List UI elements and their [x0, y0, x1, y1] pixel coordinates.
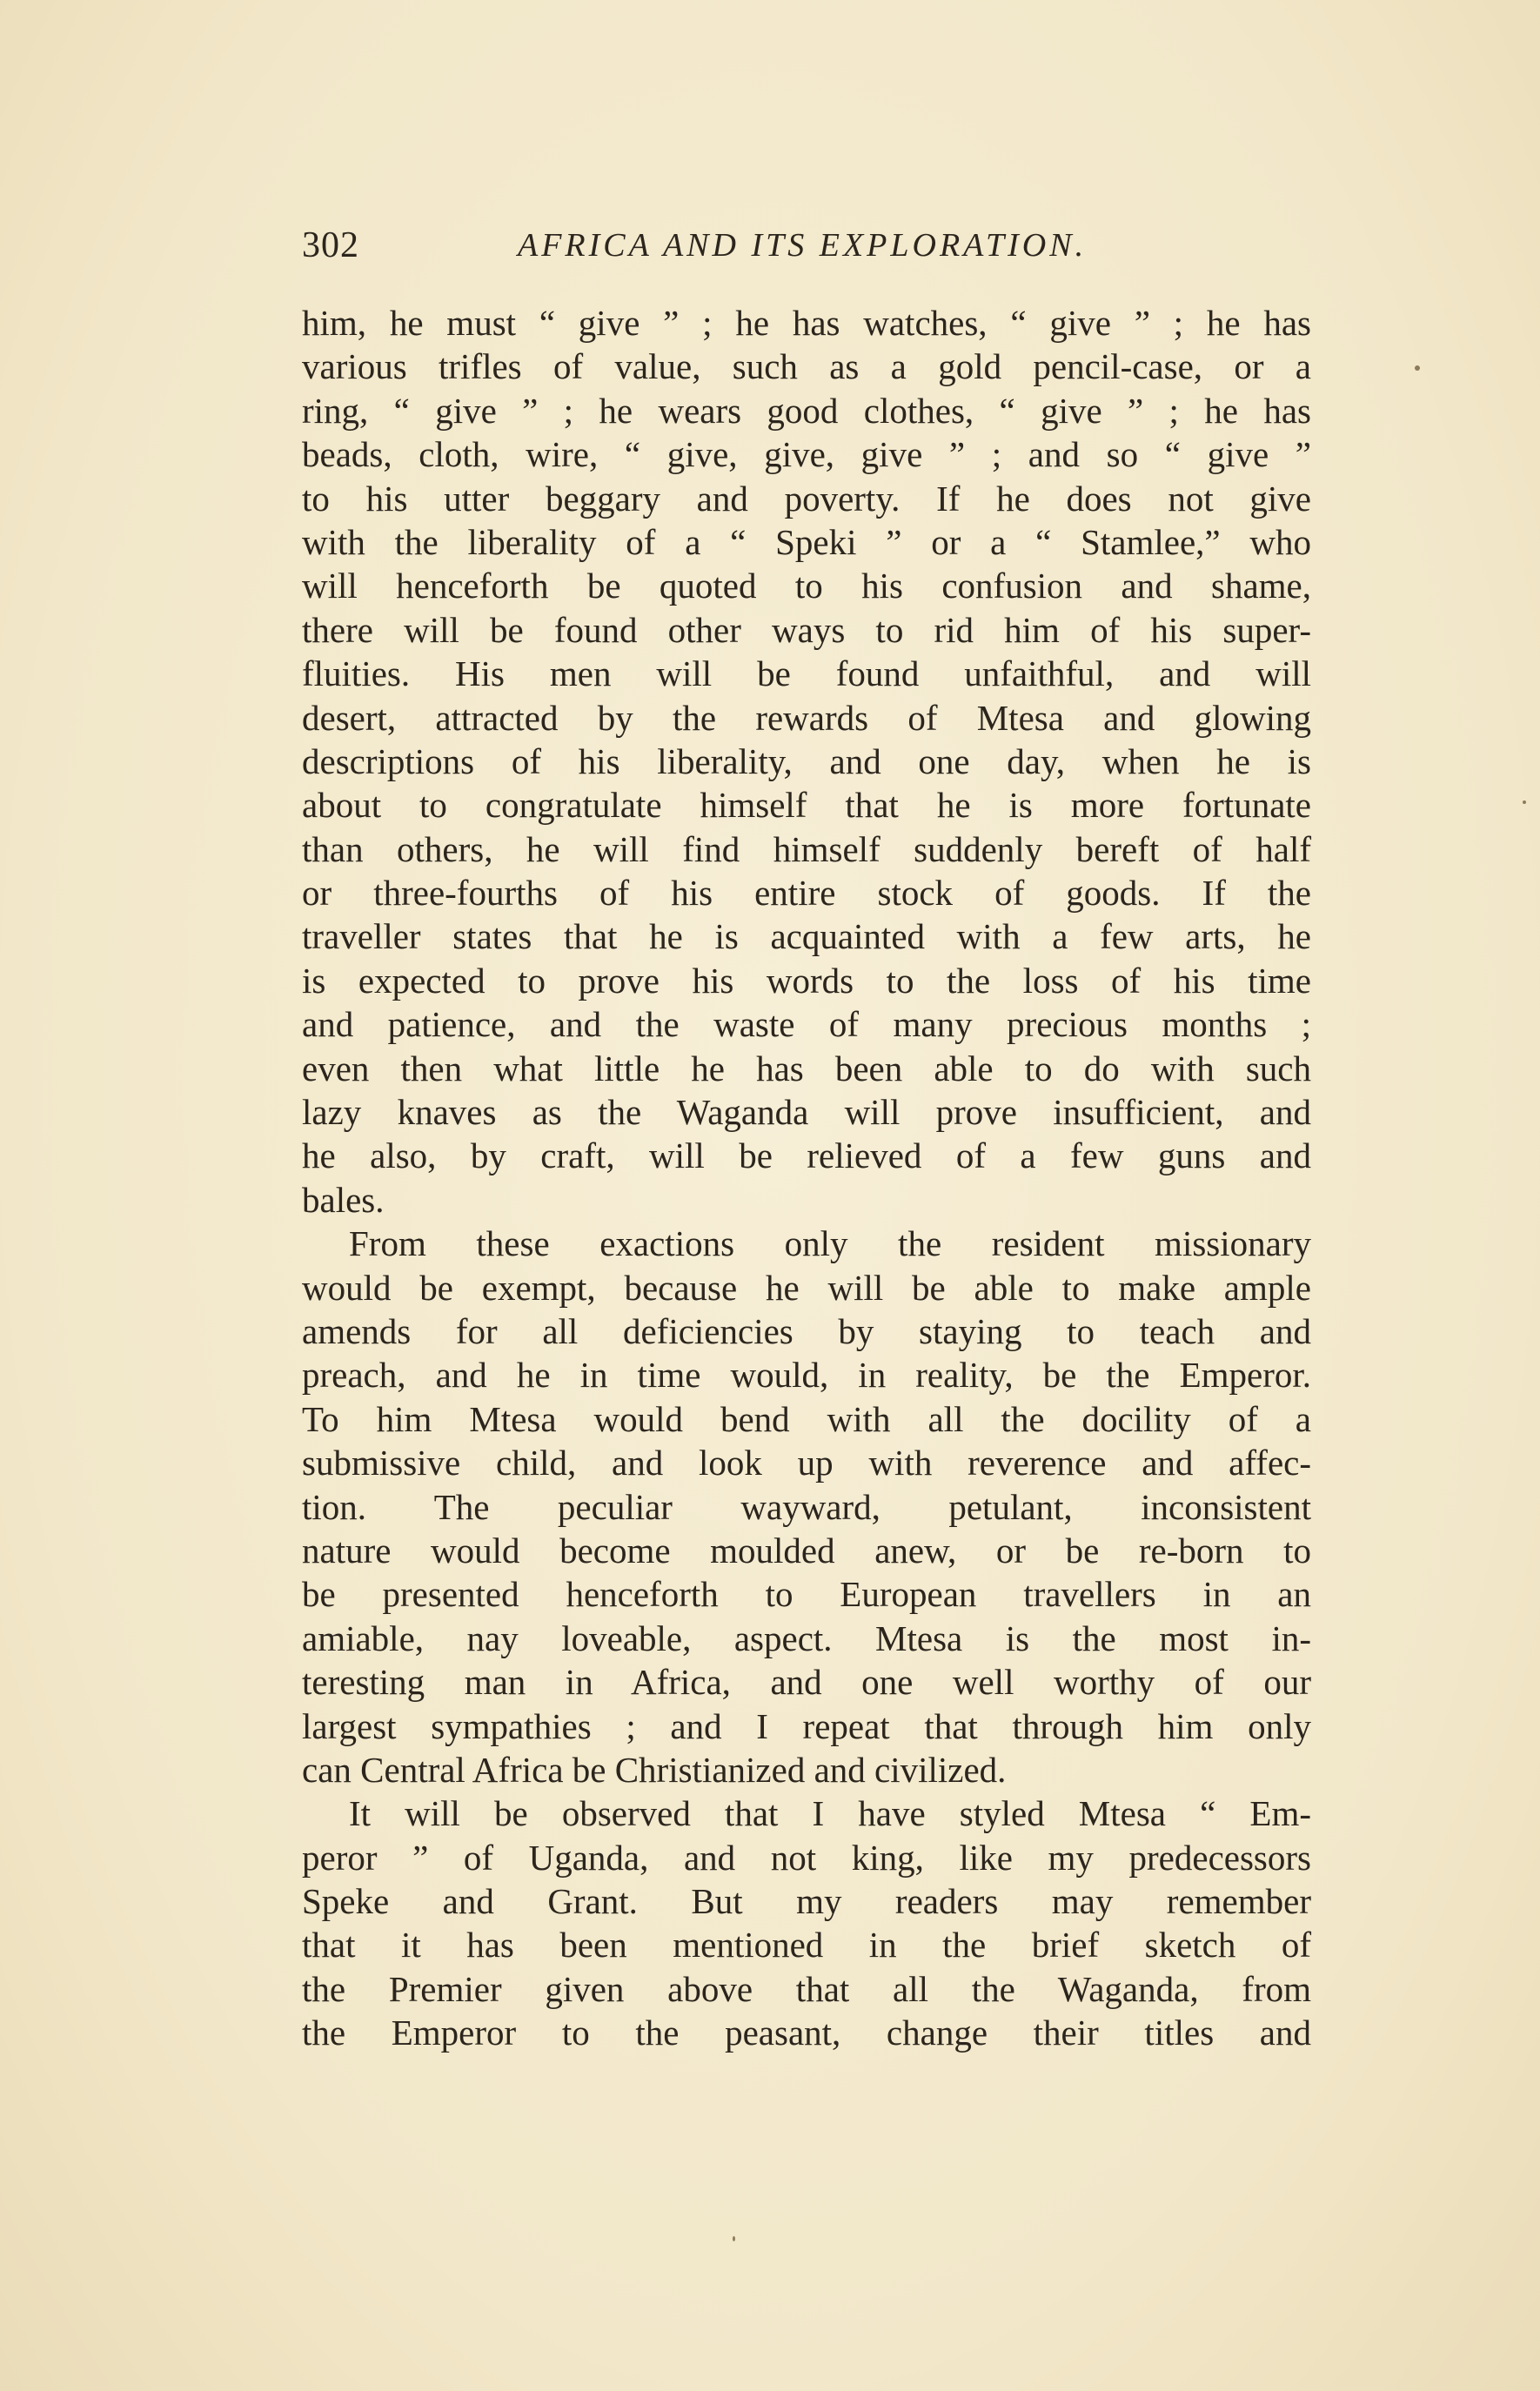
text-line: peror ” of Uganda, and not king, like my predecessors — [302, 1837, 1311, 1878]
paper-speck — [733, 2236, 735, 2241]
text-line: tion. The peculiar wayward, petulant, inconsistent — [302, 1486, 1311, 1527]
text-line: with the liberality of a “ Speki ” or a “ Stamlee,” who — [302, 521, 1311, 562]
text-line: even then what little he has been able to do with such — [302, 1048, 1311, 1088]
body-text — [302, 301, 1311, 2055]
text-line: he also, by craft, will be relieved of a few guns and — [302, 1135, 1311, 1176]
text-line: ring, “ give ” ; he wears good clothes, “ give ” ; he has — [302, 390, 1311, 431]
text-line: amiable, nay loveable, aspect. Mtesa is the most in- — [302, 1617, 1311, 1658]
text-line: preach, and he in time would, in reality, be the Emperor. — [302, 1355, 1311, 1396]
text-line: to his utter beggary and poverty. If he does not give — [302, 478, 1311, 519]
text-line: fluities. His men will be found unfaithful, and will — [302, 653, 1311, 694]
text-line: be presented henceforth to European travellers in an — [302, 1574, 1311, 1615]
text-line: the Emperor to the peasant, change their titles and — [302, 2013, 1311, 2053]
text-line: and patience, and the waste of many precious months ; — [302, 1004, 1311, 1045]
text-line: nature would become moulded anew, or be re-born to — [302, 1530, 1311, 1571]
text-line: is expected to prove his words to the loss of his time — [302, 960, 1311, 1001]
text-line: would be exempt, because he will be able to make ample — [302, 1267, 1311, 1308]
text-line: about to congratulate himself that he is more fortunate — [302, 785, 1311, 826]
text-line: largest sympathies ; and I repeat that through him only — [302, 1705, 1311, 1746]
text-line: To him Mtesa would bend with all the docility of a — [302, 1398, 1311, 1439]
text-line: lazy knaves as the Waganda will prove insufficient, and — [302, 1092, 1311, 1133]
text-line: or three-fourths of his entire stock of goods. If the — [302, 873, 1311, 914]
text-line: various trifles of value, such as a gold pencil-case, or a — [302, 346, 1311, 387]
text-line: It will be observed that I have styled Mtesa “ Em- — [349, 1793, 1311, 1834]
page-number: 302 — [302, 225, 359, 265]
text-line: descriptions of his liberality, and one day, when he is — [302, 740, 1311, 781]
paper-speck — [1523, 800, 1526, 804]
text-line: bales. — [302, 1179, 385, 1220]
text-line: the Premier given above that all the Waganda, from — [302, 1968, 1311, 2009]
text-line: will henceforth be quoted to his confusion and shame, — [302, 566, 1311, 606]
text-line: traveller states that he is acquainted with a few arts, he — [302, 916, 1311, 957]
text-line: Speke and Grant. But my readers may remember — [302, 1881, 1311, 1922]
text-line: beads, cloth, wire, “ give, give, give ” ; and so “ give ” — [302, 434, 1311, 475]
paper-speck — [1415, 365, 1420, 371]
text-line: desert, attracted by the rewards of Mtesa and glowing — [302, 697, 1311, 738]
running-title: AFRICA AND ITS EXPLORATION. — [518, 227, 1088, 264]
running-head — [302, 224, 1311, 277]
text-line: amends for all deficiencies by staying to teach and — [302, 1310, 1311, 1351]
text-line: there will be found other ways to rid him of his super- — [302, 609, 1311, 650]
text-line: submissive child, and look up with reverence and affec- — [302, 1443, 1311, 1483]
text-line: From these exactions only the resident missionary — [349, 1223, 1311, 1264]
text-line: him, he must “ give ” ; he has watches, “ give ” ; he has — [302, 303, 1311, 343]
text-line: than others, he will find himself suddenly bereft of half — [302, 828, 1311, 869]
text-line: can Central Africa be Christianized and civilized. — [302, 1749, 1007, 1790]
text-line: teresting man in Africa, and one well worthy of our — [302, 1662, 1311, 1703]
text-line: that it has been mentioned in the brief sketch of — [302, 1925, 1311, 1966]
